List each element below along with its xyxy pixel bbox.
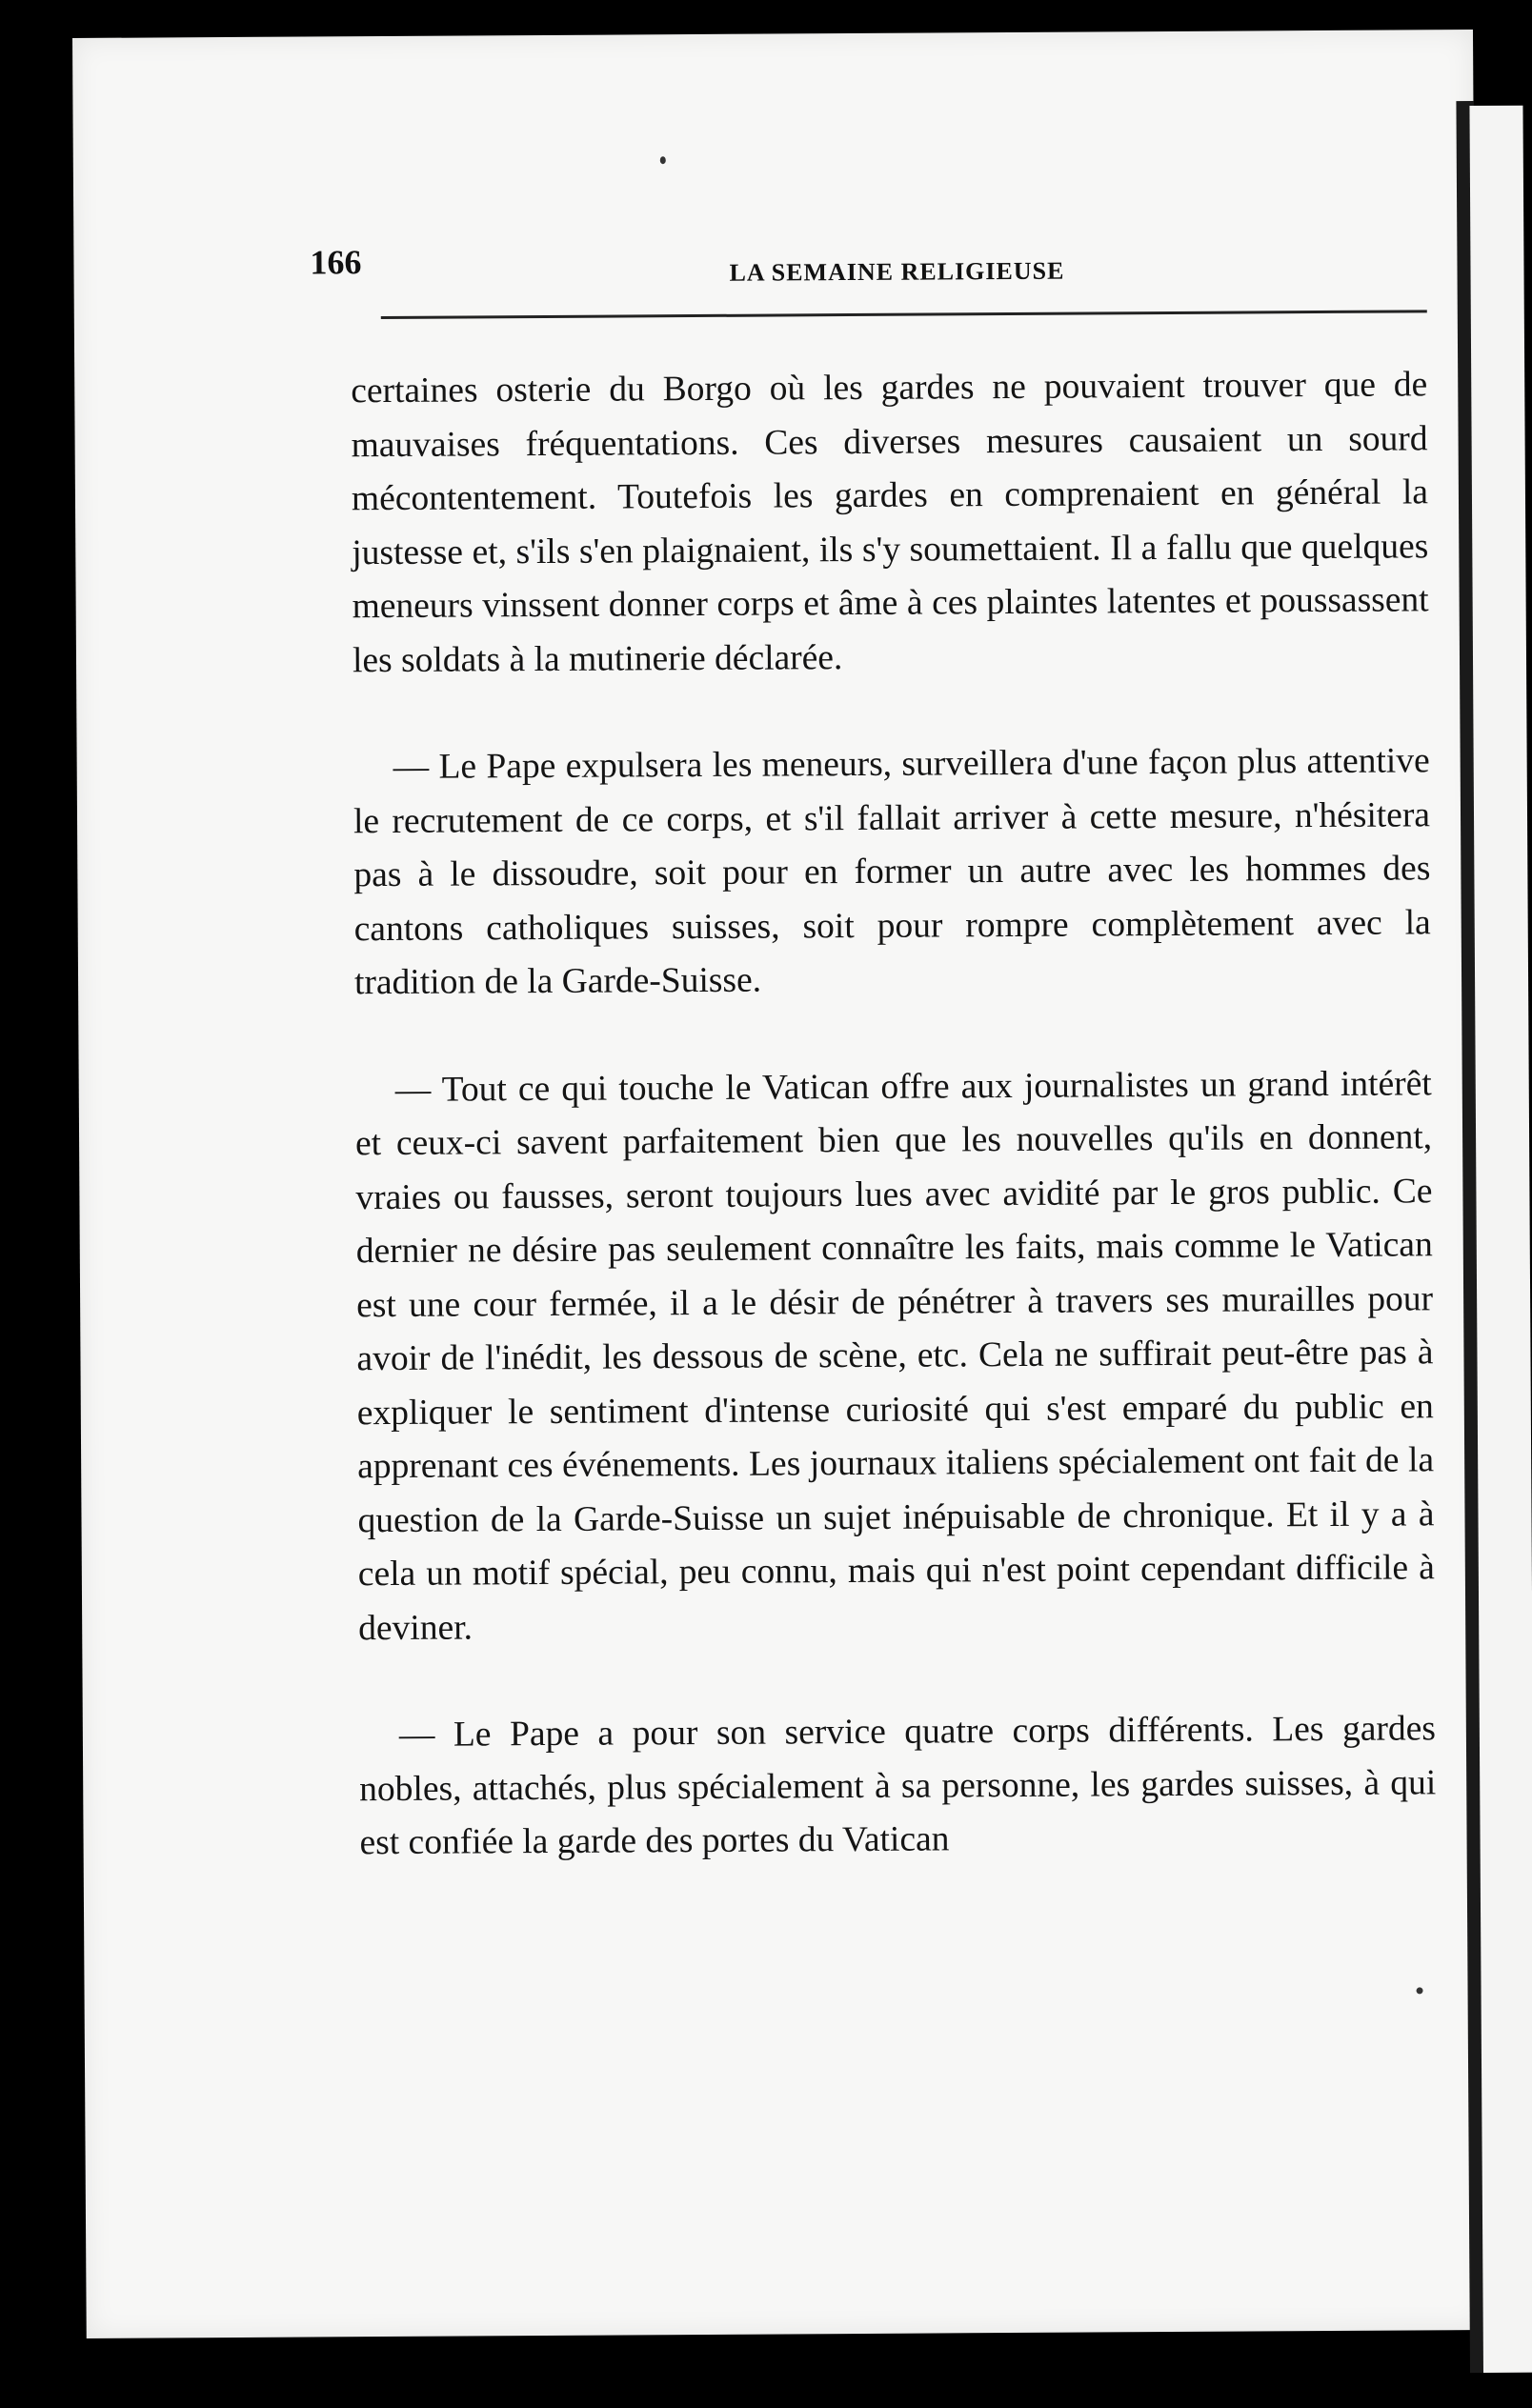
book-page <box>72 30 1487 2338</box>
paragraph-1: certaines osterie du Borgo où les gardes ne pouvaient trouver que de mauvaises fréquentations. Ces diverses mesures causaient un sourd mécontentement. Toutefois les gardes en comprenaient en général la justesse et, s'ils s'en plaignaient, ils s'y soumettaient. Il a fallu que quelques meneurs vinssent donner corps et âme à ces plaintes latentes et poussassent les soldats à la mutinerie déclarée. <box>351 365 1429 680</box>
header-rule <box>381 310 1427 319</box>
page-header <box>310 197 1424 287</box>
running-head: LA SEMAINE RELIGIEUSE <box>729 256 1065 287</box>
paragraph-4: — Le Pape a pour son service quatre corps différents. Les gardes nobles, attachés, plus spécialement à sa personne, les gardes suisses, à qui est confiée la garde des portes du Vatican <box>359 1709 1437 1863</box>
dust-speck <box>660 156 666 164</box>
page-number: 166 <box>310 243 362 282</box>
dust-speck <box>1417 1987 1423 1994</box>
paragraph-3: — Tout ce qui touche le Vatican offre aux journalistes un grand intérêt et ceux-ci savent parfaitement bien que les nouvelles qu'ils en donnent, vraies ou fausses, seront toujours lues avec avidité par le gros public. Ce dernier ne désire pas seulement connaître les faits, mais comme le Vatican est une cour fermée, il a le désir de pénétrer à travers ses murailles pour avoir de l'inédit, les dessous de scène, etc. Cela ne suffirait peut-être pas à expliquer le sentiment d'intense curiosité qui s'est emparé du public en apprenant ces événements. Les journaux italiens spécialement ont fait de la question de la Garde-Suisse un sujet inépuisable de chronique. Et il y a à cela un motif spécial, peu connu, mais qui n'est point cependant difficile à deviner. <box>354 1063 1435 1648</box>
body-text <box>351 358 1437 1923</box>
paragraph-2: — Le Pape expulsera les meneurs, surveillera d'une façon plus attentive le recrutement de ce corps, et s'il fallait arriver à cette mesure, n'hésitera pas à le dissoudre, soit pour en former un autre avec les hommes des cantons catholiques suisses, soit pour rompre complètement avec la tradition de la Garde-Suisse. <box>353 741 1431 1003</box>
